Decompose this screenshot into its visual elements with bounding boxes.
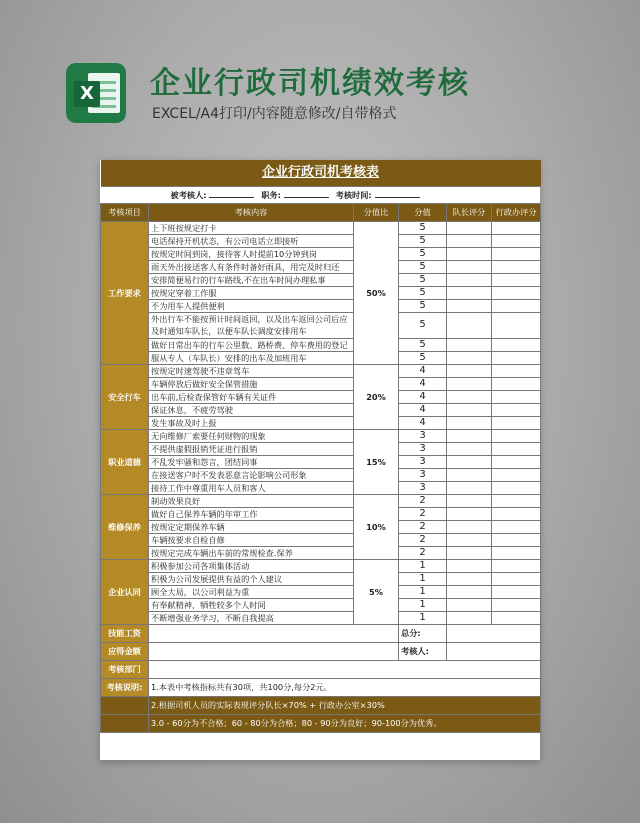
criterion-text: 电话保持开机状态，有公司电话立即接听 (149, 234, 354, 247)
criterion-text: 上下班按规定打卡 (149, 221, 354, 234)
table-row (101, 260, 541, 273)
criterion-score: 5 (399, 338, 447, 351)
criterion-score: 5 (399, 312, 447, 338)
category-label: 维修保养 (101, 494, 149, 559)
captain-score-cell[interactable] (447, 390, 492, 403)
table-row (101, 299, 541, 312)
captain-score-cell[interactable] (447, 312, 492, 338)
criterion-score: 3 (399, 455, 447, 468)
spreadsheet-preview (100, 160, 540, 760)
admin-score-cell[interactable] (492, 234, 541, 247)
criterion-text: 不为用车人提供便利 (149, 299, 354, 312)
excel-icon (66, 63, 126, 123)
admin-score-cell[interactable] (492, 546, 541, 559)
admin-score-cell[interactable] (492, 559, 541, 572)
table-row (101, 338, 541, 351)
category-weight: 5% (354, 559, 399, 624)
criterion-score: 4 (399, 403, 447, 416)
criterion-text: 按规定时间到岗，接待客人时提前10分钟到岗 (149, 247, 354, 260)
table-row (101, 455, 541, 468)
criterion-score: 5 (399, 286, 447, 299)
admin-score-cell[interactable] (492, 377, 541, 390)
criterion-text: 积极参加公司各项集体活动 (149, 559, 354, 572)
criterion-score: 1 (399, 585, 447, 598)
col-header-content: 考核内容 (149, 203, 354, 221)
captain-score-cell[interactable] (447, 481, 492, 494)
captain-score-cell[interactable] (447, 494, 492, 507)
criterion-text: 接待工作中尊重用车人员和客人 (149, 481, 354, 494)
skill-pay-value[interactable] (149, 624, 399, 642)
col-header-ratio: 分值比 (354, 203, 399, 221)
table-row (101, 598, 541, 611)
criterion-score: 1 (399, 572, 447, 585)
captain-score-cell[interactable] (447, 442, 492, 455)
table-row (101, 494, 541, 507)
criterion-text: 做好自己保养车辆的年审工作 (149, 507, 354, 520)
criterion-text: 顾全大局，以公司利益为重 (149, 585, 354, 598)
criterion-score: 3 (399, 442, 447, 455)
admin-score-cell[interactable] (492, 611, 541, 624)
captain-score-cell[interactable] (447, 234, 492, 247)
admin-score-cell[interactable] (492, 468, 541, 481)
captain-score-cell[interactable] (447, 338, 492, 351)
criterion-text: 服从专人（车队长）安排的出车及加班用车 (149, 351, 354, 364)
criterion-text: 车辆按要求自检自修 (149, 533, 354, 546)
criterion-text: 雨天外出接送客人有条件时备好雨具，用完及时归还 (149, 260, 354, 273)
assessment-table (100, 160, 541, 733)
category-label: 工作要求 (101, 221, 149, 364)
note-line-3: 3.0 - 60分为不合格；60 - 80分为合格；80 - 90分为良好；90-100分为优秀。 (149, 714, 541, 732)
notes-label: 考核说明: (101, 678, 149, 696)
criterion-text: 按规定定期保养车辆 (149, 520, 354, 533)
admin-score-cell[interactable] (492, 299, 541, 312)
criterion-text: 车辆停放后做好安全保管措施 (149, 377, 354, 390)
criterion-score: 5 (399, 260, 447, 273)
info-row (101, 186, 541, 203)
captain-score-cell[interactable] (447, 273, 492, 286)
admin-score-cell[interactable] (492, 273, 541, 286)
criterion-text: 按规定时速驾驶不违章驾车 (149, 364, 354, 377)
admin-score-cell[interactable] (492, 390, 541, 403)
table-row (101, 377, 541, 390)
criterion-score: 4 (399, 364, 447, 377)
captain-score-cell[interactable] (447, 585, 492, 598)
captain-score-cell[interactable] (447, 533, 492, 546)
skill-pay-row (101, 624, 541, 642)
captain-score-cell[interactable] (447, 377, 492, 390)
assessor-value[interactable] (447, 642, 541, 660)
criterion-text: 安排简便易行的行车路线,不在出车时间办理私事 (149, 273, 354, 286)
position-label: 职务: (261, 189, 281, 200)
admin-score-cell[interactable] (492, 507, 541, 520)
captain-score-cell[interactable] (447, 416, 492, 429)
note-row-3 (101, 714, 541, 732)
table-row (101, 273, 541, 286)
captain-score-cell[interactable] (447, 351, 492, 364)
note-row-1 (101, 678, 541, 696)
page-subtitle: EXCEL/A4打印/内容随意修改/自带格式 (152, 106, 397, 122)
criterion-text: 保证休息，不疲劳驾驶 (149, 403, 354, 416)
captain-score-cell[interactable] (447, 546, 492, 559)
captain-score-cell[interactable] (447, 260, 492, 273)
admin-score-cell[interactable] (492, 520, 541, 533)
criterion-text: 在接送客户时不发表恶意言论影响公司形象 (149, 468, 354, 481)
table-row (101, 468, 541, 481)
dept-value[interactable] (149, 660, 541, 678)
admin-score-cell[interactable] (492, 572, 541, 585)
assess-time-label: 考核时间: (335, 189, 372, 200)
table-title: 企业行政司机考核表 (101, 160, 541, 186)
criterion-score: 2 (399, 533, 447, 546)
col-header-item: 考核项目 (101, 203, 149, 221)
captain-score-cell[interactable] (447, 520, 492, 533)
table-row (101, 572, 541, 585)
table-row (101, 390, 541, 403)
admin-score-cell[interactable] (492, 403, 541, 416)
captain-score-cell[interactable] (447, 468, 492, 481)
category-label: 安全行车 (101, 364, 149, 429)
captain-score-cell[interactable] (447, 247, 492, 260)
table-row (101, 364, 541, 377)
table-row (101, 611, 541, 624)
due-amount-label: 应得金额 (101, 642, 149, 660)
criterion-score: 1 (399, 559, 447, 572)
criterion-text: 做好日常出车的行车公里数、路桥费、停车费用的登记 (149, 338, 354, 351)
table-row (101, 416, 541, 429)
admin-score-cell[interactable] (492, 221, 541, 234)
category-weight: 50% (354, 221, 399, 364)
admin-score-cell[interactable] (492, 338, 541, 351)
captain-score-cell[interactable] (447, 611, 492, 624)
table-row (101, 429, 541, 442)
captain-score-cell[interactable] (447, 364, 492, 377)
criterion-text: 发生事故及时上报 (149, 416, 354, 429)
table-row (101, 247, 541, 260)
criterion-text: 出车前,后检查保管好车辆有关证件 (149, 390, 354, 403)
table-row (101, 481, 541, 494)
criterion-text: 积极为公司发展提供有益的个人建议 (149, 572, 354, 585)
total-label: 总分: (399, 624, 447, 642)
criterion-score: 5 (399, 351, 447, 364)
table-row (101, 286, 541, 299)
note-line-2: 2.根据司机人员的实际表现评分队长×70% + 行政办公室×30% (149, 696, 541, 714)
table-row (101, 533, 541, 546)
captain-score-cell[interactable] (447, 403, 492, 416)
excel-x-badge: X (74, 81, 100, 107)
admin-score-cell[interactable] (492, 260, 541, 273)
criterion-text: 按规定完成车辆出车前的常规检查.保养 (149, 546, 354, 559)
category-weight: 20% (354, 364, 399, 429)
criterion-text: 不断增强业务学习，不断自我提高 (149, 611, 354, 624)
admin-score-cell[interactable] (492, 585, 541, 598)
note-line-1: 1.本表中考核指标共有30项，共100分,每分2元。 (149, 678, 541, 696)
admin-score-cell[interactable] (492, 442, 541, 455)
admin-score-cell[interactable] (492, 481, 541, 494)
criterion-score: 1 (399, 598, 447, 611)
captain-score-cell[interactable] (447, 572, 492, 585)
admin-score-cell[interactable] (492, 351, 541, 364)
criterion-score: 2 (399, 546, 447, 559)
skill-pay-label: 技能工资 (101, 624, 149, 642)
criterion-text: 有奉献精神，牺牲较多个人时间 (149, 598, 354, 611)
criterion-score: 2 (399, 507, 447, 520)
table-row (101, 585, 541, 598)
table-row (101, 559, 541, 572)
admin-score-cell[interactable] (492, 598, 541, 611)
criterion-score: 3 (399, 481, 447, 494)
criterion-text: 制动效果良好 (149, 494, 354, 507)
criterion-text: 按规定穿着工作服 (149, 286, 354, 299)
criterion-score: 3 (399, 429, 447, 442)
admin-score-cell[interactable] (492, 429, 541, 442)
captain-score-cell[interactable] (447, 429, 492, 442)
criterion-text: 不乱发牢骚和怨言，团结同事 (149, 455, 354, 468)
page-title: 企业行政司机绩效考核 (150, 66, 470, 101)
category-label: 职业道德 (101, 429, 149, 494)
criterion-score: 4 (399, 416, 447, 429)
admin-score-cell[interactable] (492, 533, 541, 546)
dept-row (101, 660, 541, 678)
admin-score-cell[interactable] (492, 247, 541, 260)
captain-score-cell[interactable] (447, 286, 492, 299)
table-row (101, 520, 541, 533)
captain-score-cell[interactable] (447, 221, 492, 234)
due-amount-row (101, 642, 541, 660)
criterion-score: 5 (399, 247, 447, 260)
table-row (101, 221, 541, 234)
admin-score-cell[interactable] (492, 494, 541, 507)
admin-score-cell[interactable] (492, 455, 541, 468)
category-label: 企业认同 (101, 559, 149, 624)
category-weight: 15% (354, 429, 399, 494)
page-header (0, 0, 640, 160)
total-value[interactable] (447, 624, 541, 642)
admin-score-cell[interactable] (492, 364, 541, 377)
admin-score-cell[interactable] (492, 286, 541, 299)
dept-label: 考核部门 (101, 660, 149, 678)
criterion-score: 2 (399, 520, 447, 533)
assessee-label: 被考核人: (170, 189, 207, 200)
criterion-score: 4 (399, 390, 447, 403)
table-row (101, 442, 541, 455)
captain-score-cell[interactable] (447, 299, 492, 312)
criterion-score: 5 (399, 234, 447, 247)
admin-score-cell[interactable] (492, 416, 541, 429)
criterion-text: 不提供虚假报销凭证进行报销 (149, 442, 354, 455)
assessor-label: 考核人: (399, 642, 447, 660)
criterion-score: 5 (399, 299, 447, 312)
criterion-text: 外出行车不能按预计时间返回，以及出车返回公司后应及时通知车队长，以便车队长调度安排用车 (149, 312, 354, 338)
table-row (101, 403, 541, 416)
criterion-score: 1 (399, 611, 447, 624)
col-header-admin: 行政办评分 (492, 203, 541, 221)
table-row (101, 507, 541, 520)
admin-score-cell[interactable] (492, 312, 541, 338)
table-row (101, 351, 541, 364)
col-header-captain: 队长评分 (447, 203, 492, 221)
table-row (101, 312, 541, 338)
table-title-row (101, 160, 541, 186)
captain-score-cell[interactable] (447, 507, 492, 520)
category-weight: 10% (354, 494, 399, 559)
captain-score-cell[interactable] (447, 559, 492, 572)
col-header-score: 分值 (399, 203, 447, 221)
criterion-score: 5 (399, 273, 447, 286)
captain-score-cell[interactable] (447, 598, 492, 611)
criterion-score: 3 (399, 468, 447, 481)
criterion-score: 5 (399, 221, 447, 234)
table-row (101, 234, 541, 247)
column-header-row (101, 203, 541, 221)
table-row (101, 546, 541, 559)
captain-score-cell[interactable] (447, 455, 492, 468)
due-amount-value[interactable] (149, 642, 399, 660)
note-row-2 (101, 696, 541, 714)
criterion-score: 4 (399, 377, 447, 390)
criterion-score: 2 (399, 494, 447, 507)
criterion-text: 无向维修厂索要任何财物的现象 (149, 429, 354, 442)
